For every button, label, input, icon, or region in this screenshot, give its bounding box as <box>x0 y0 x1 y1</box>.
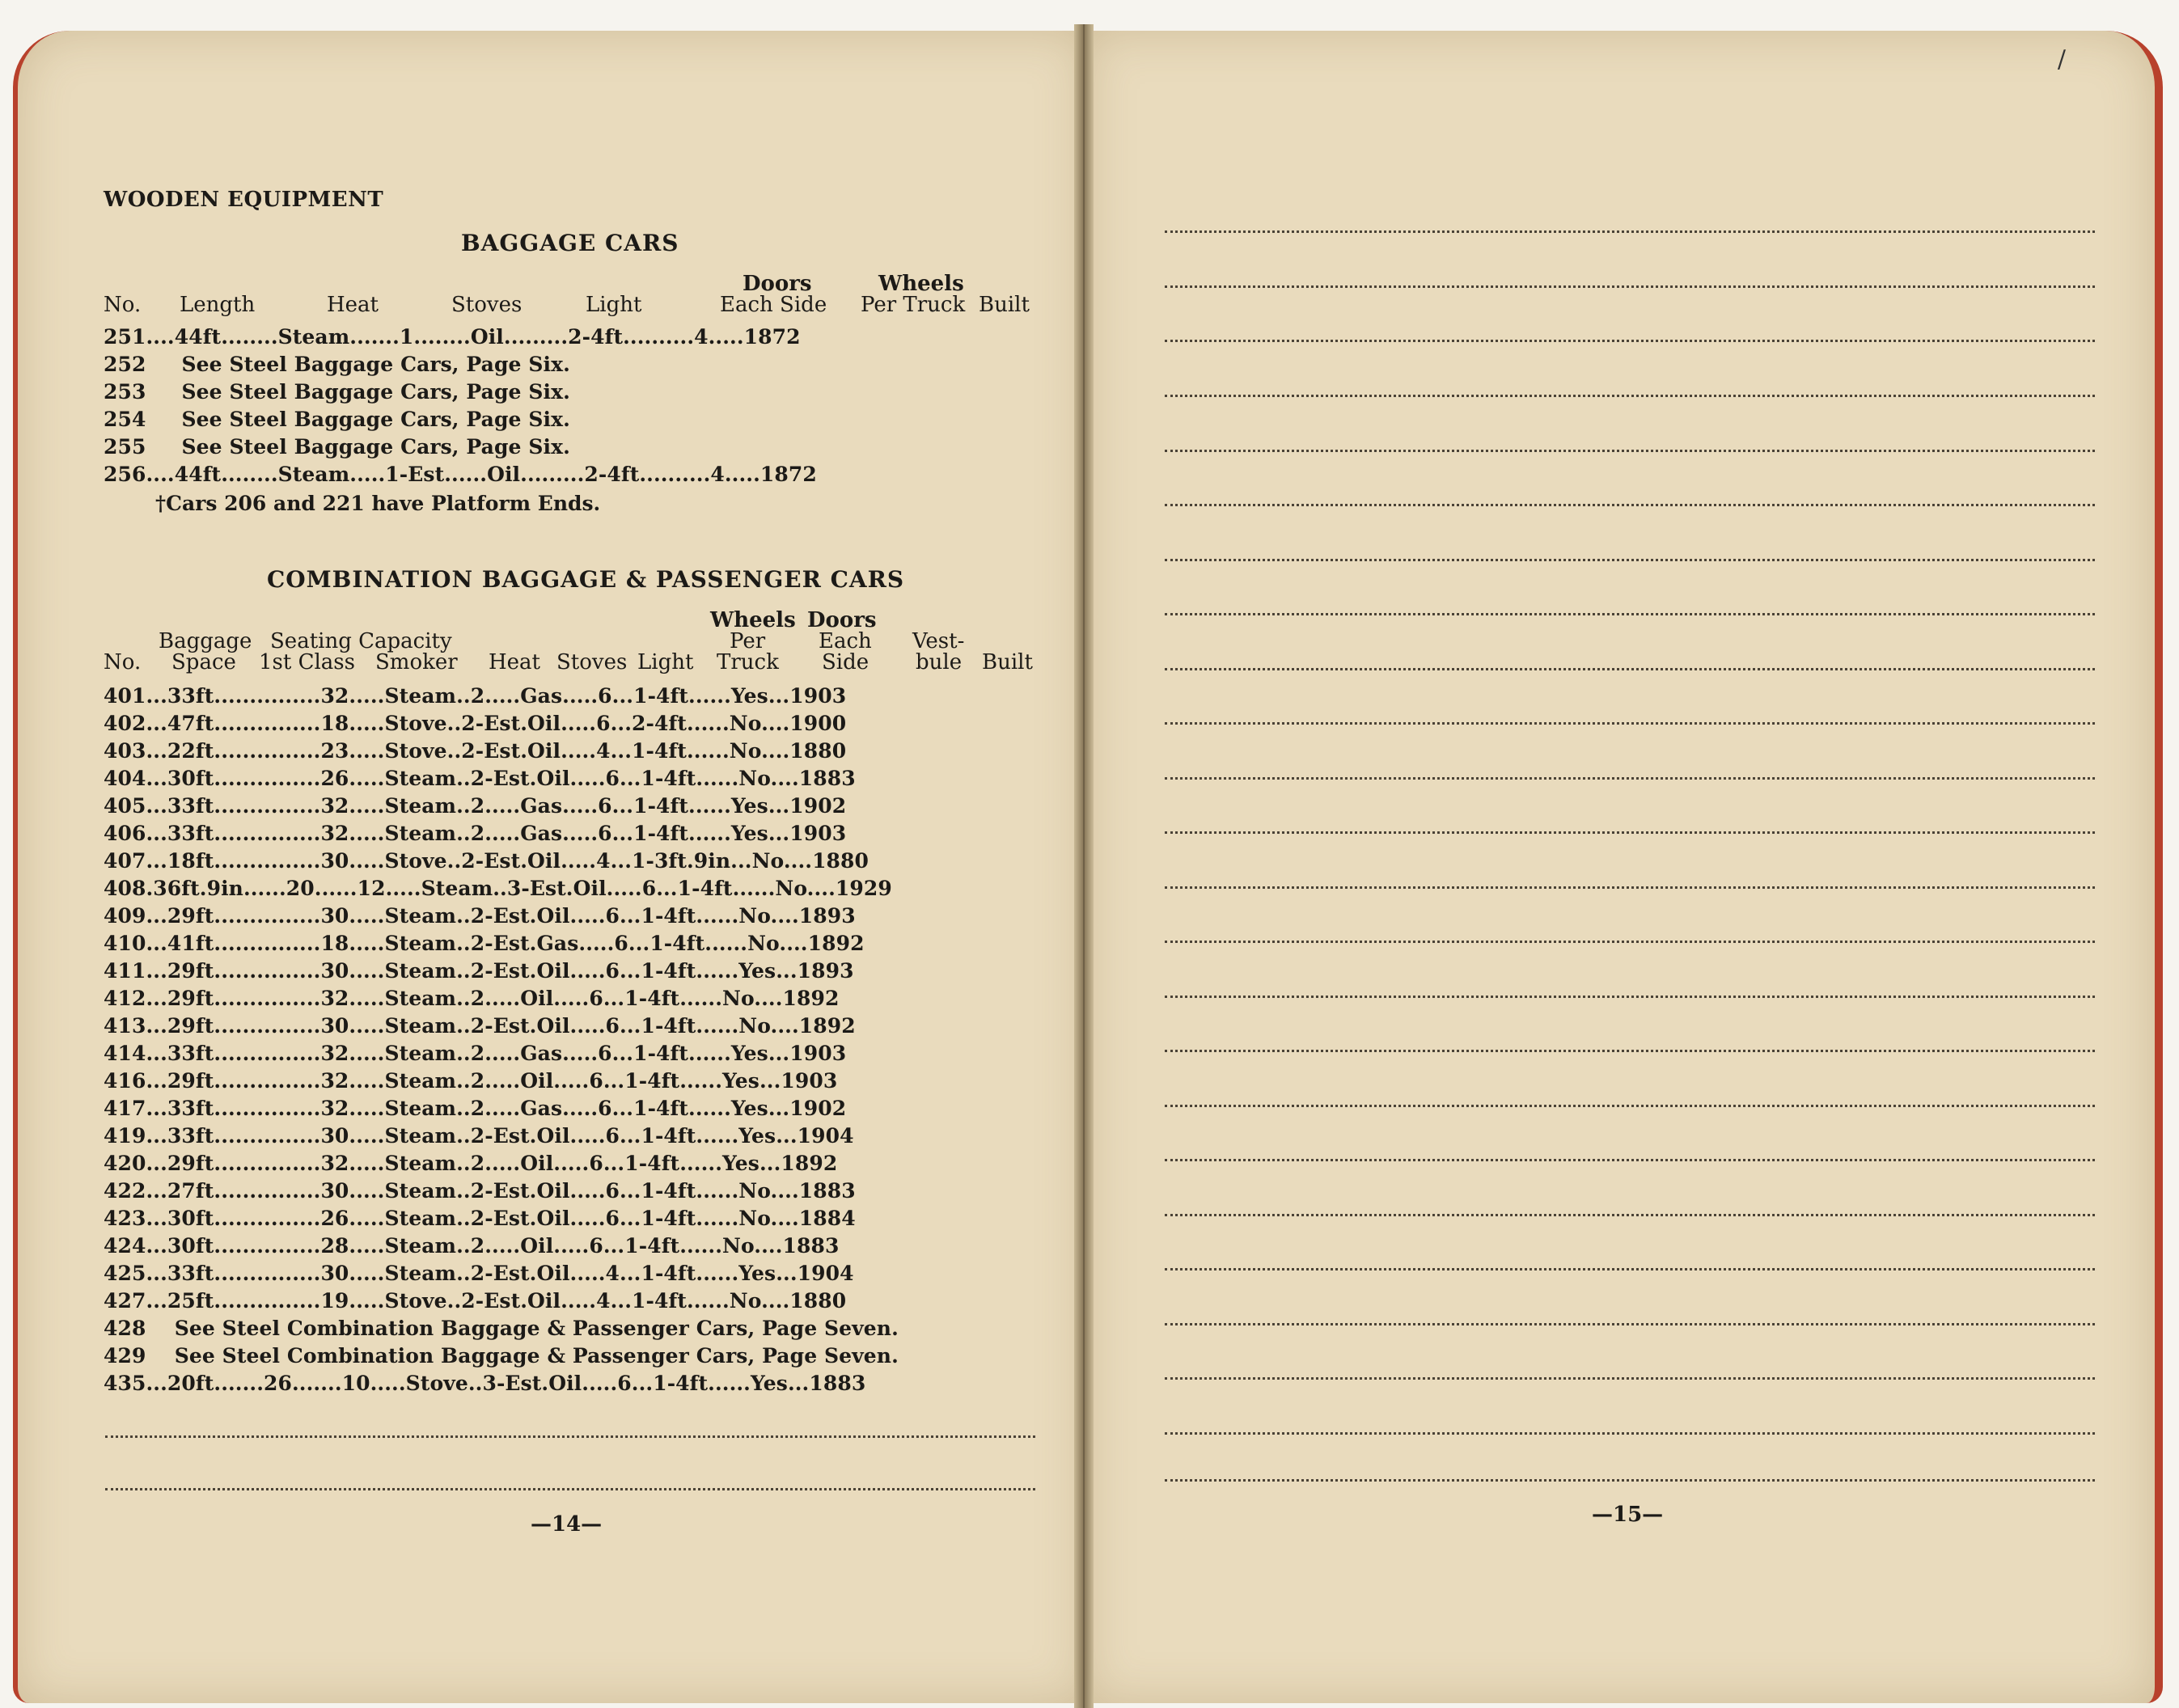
header-bule: bule <box>916 650 963 674</box>
blank-entry-line <box>1165 1159 2095 1161</box>
blank-entry-line <box>1165 941 2095 943</box>
baggage-row: 252 See Steel Baggage Cars, Page Six. <box>104 353 570 376</box>
header-light: Light <box>586 293 642 317</box>
header-seating-capacity: Seating Capacity <box>270 629 452 653</box>
table-row: 406...33ft...............32.....Steam..2.....Gas.....6...1-4ft......Yes...1903 <box>104 822 847 845</box>
header-side: Side <box>822 650 869 674</box>
table-row: 423...30ft...............26.....Steam..2-Est.Oil.....6...1-4ft......No....1884 <box>104 1207 856 1230</box>
header-doors: Doors <box>807 608 877 632</box>
header-wheels: Wheels <box>710 608 796 632</box>
baggage-cars-title: BAGGAGE CARS <box>461 230 679 256</box>
blank-entry-line <box>1165 831 2095 834</box>
blank-entry-line <box>105 1435 1035 1438</box>
blank-entry-line <box>1165 1377 2095 1380</box>
baggage-row: 255 See Steel Baggage Cars, Page Six. <box>104 435 570 459</box>
blank-entry-line <box>1165 1050 2095 1052</box>
baggage-row: 254 See Steel Baggage Cars, Page Six. <box>104 408 570 431</box>
section-label: WOODEN EQUIPMENT <box>104 188 384 212</box>
table-row: 402...47ft...............18.....Stove..2-Est.Oil.....6...2-4ft......No....1900 <box>104 712 847 735</box>
blank-entry-line <box>1165 722 2095 725</box>
table-row: 410...41ft...............18.....Steam..2-Est.Gas.....6...1-4ft......No....1892 <box>104 932 865 955</box>
blank-entry-line <box>1165 1323 2095 1325</box>
table-row: 419...33ft...............30.....Steam..2-Est.Oil.....6...1-4ft......Yes...1904 <box>104 1124 854 1148</box>
blank-entry-line <box>1165 1479 2095 1482</box>
header-each: Each <box>819 629 872 653</box>
table-row: 425...33ft...............30.....Steam..2-Est.Oil.....4...1-4ft......Yes...1904 <box>104 1262 854 1285</box>
blank-entry-line <box>1165 886 2095 889</box>
blank-entry-line <box>1165 559 2095 561</box>
blank-entry-line <box>1165 395 2095 397</box>
blank-entry-line <box>1165 1214 2095 1216</box>
blank-entry-line <box>1165 996 2095 998</box>
table-row: 413...29ft...............30.....Steam..2-Est.Oil.....6...1-4ft......No....1892 <box>104 1014 856 1038</box>
table-row: 408.36ft.9in......20......12.....Steam..3-Est.Oil.....6...1-4ft......No....1929 <box>104 877 892 900</box>
blank-entry-line <box>1165 340 2095 342</box>
header-heat: Heat <box>327 293 379 317</box>
header-each-side: Each Side <box>720 293 827 317</box>
table-row: 416...29ft...............32.....Steam..2.....Oil.....6...1-4ft......Yes...1903 <box>104 1069 838 1093</box>
table-row: 422...27ft...............30.....Steam..2-Est.Oil.....6...1-4ft......No....1883 <box>104 1179 856 1203</box>
pen-mark: / <box>2057 45 2066 74</box>
table-row: 414...33ft...............32.....Steam..2.....Gas.....6...1-4ft......Yes...1903 <box>104 1042 847 1065</box>
table-row: 411...29ft...............30.....Steam..2-Est.Oil.....6...1-4ft......Yes...1893 <box>104 959 854 983</box>
blank-entry-line <box>1165 1432 2095 1435</box>
header-per: Per <box>730 629 766 653</box>
table-row: 404...30ft...............26.....Steam..2-Est.Oil.....6...1-4ft......No....1883 <box>104 767 856 790</box>
blank-entry-line <box>1165 285 2095 288</box>
header-heat: Heat <box>489 650 541 674</box>
table-row: 435...20ft.......26.......10.....Stove..3-Est.Oil.....6...1-4ft......Yes...1883 <box>104 1372 866 1395</box>
header-baggage: Baggage <box>159 629 252 653</box>
header-truck: Truck <box>717 650 779 674</box>
blank-entry-line <box>1165 668 2095 670</box>
header-vest: Vest- <box>912 629 965 653</box>
header-doors: Doors <box>743 272 812 296</box>
blank-entry-line <box>1165 1268 2095 1270</box>
table-row: 417...33ft...............32.....Steam..2.....Gas.....6...1-4ft......Yes...1902 <box>104 1097 847 1120</box>
header-space: Space <box>171 650 236 674</box>
table-row: 429 See Steel Combination Baggage & Passenger Cars, Page Seven. <box>104 1344 899 1368</box>
table-row: 405...33ft...............32.....Steam..2.....Gas.....6...1-4ft......Yes...1902 <box>104 794 847 818</box>
header-stoves: Stoves <box>556 650 628 674</box>
blank-entry-line <box>1165 613 2095 615</box>
header-first-class: 1st Class <box>259 650 355 674</box>
table-row: 407...18ft...............30.....Stove..2-Est.Oil.....4...1-3ft.9in...No....1880 <box>104 849 869 873</box>
blank-entry-line <box>1165 1105 2095 1107</box>
header-no: No. <box>104 650 142 674</box>
header-stoves: Stoves <box>451 293 523 317</box>
blank-entry-line <box>1165 450 2095 452</box>
header-wheels: Wheels <box>878 272 964 296</box>
header-built: Built <box>982 650 1033 674</box>
baggage-row: 251....44ft........Steam.......1........Oil.........2-4ft..........4.....1872 <box>104 325 801 349</box>
table-row: 401...33ft...............32.....Steam..2.....Gas.....6...1-4ft......Yes...1903 <box>104 684 847 708</box>
blank-entry-line <box>1165 504 2095 506</box>
baggage-row: 253 See Steel Baggage Cars, Page Six. <box>104 380 570 404</box>
header-no: No. <box>104 293 142 317</box>
combination-cars-title: COMBINATION BAGGAGE & PASSENGER CARS <box>267 566 905 593</box>
table-row: 427...25ft...............19.....Stove..2-Est.Oil.....4...1-4ft......No....1880 <box>104 1289 847 1313</box>
header-light: Light <box>637 650 694 674</box>
header-per-truck: Per Truck <box>861 293 966 317</box>
left-page-content <box>0 0 1084 1708</box>
blank-entry-line <box>105 1488 1035 1490</box>
blank-entry-line <box>1165 230 2095 233</box>
blank-entry-line <box>1165 777 2095 780</box>
header-length: Length <box>180 293 256 317</box>
page-number-right: —15— <box>1592 1503 1664 1527</box>
page-number-left: —14— <box>531 1512 603 1537</box>
table-row: 403...22ft...............23.....Stove..2-Est.Oil.....4...1-4ft......No....1880 <box>104 739 847 763</box>
platform-ends-note: †Cars 206 and 221 have Platform Ends. <box>155 492 601 515</box>
baggage-row: 256....44ft........Steam.....1-Est......Oil.........2-4ft..........4.....1872 <box>104 463 817 486</box>
table-row: 409...29ft...............30.....Steam..2-Est.Oil.....6...1-4ft......No....1893 <box>104 904 856 928</box>
header-built: Built <box>979 293 1030 317</box>
table-row: 424...30ft...............28.....Steam..2.....Oil.....6...1-4ft......No....1883 <box>104 1234 840 1258</box>
table-row: 420...29ft...............32.....Steam..2.....Oil.....6...1-4ft......Yes...1892 <box>104 1152 838 1175</box>
right-page-content <box>1084 0 2179 1708</box>
header-smoker: Smoker <box>375 650 458 674</box>
table-row: 412...29ft...............32.....Steam..2.....Oil.....6...1-4ft......No....1892 <box>104 987 840 1010</box>
table-row: 428 See Steel Combination Baggage & Passenger Cars, Page Seven. <box>104 1317 899 1340</box>
